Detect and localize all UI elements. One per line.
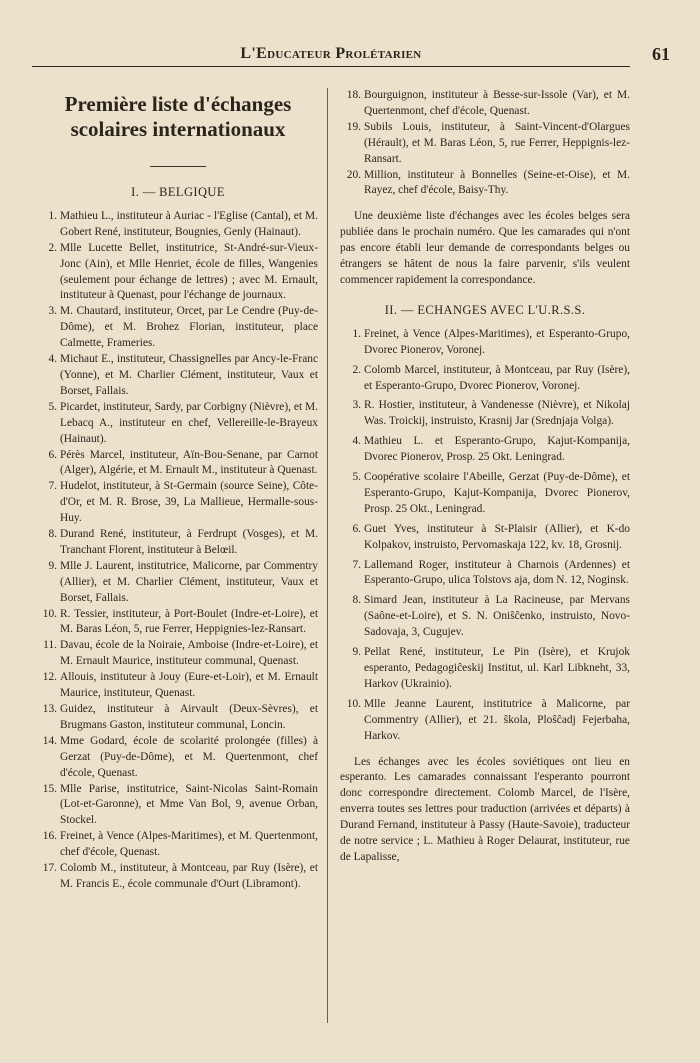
list-item-number: 8.	[352, 594, 361, 607]
list-item	[38, 638, 318, 670]
list-item-text: Pérès Marcel, instituteur, Aïn-Bou-Senane, par Carnot (Alger), Algérie, et M. Ernault M., instituteur à Quenast.	[60, 448, 318, 477]
list-item-text: Mlle Jeanne Laurent, institutrice à Malicorne, par Commentry (Allier), et 21. ŝkola, Ploŝĉadj Fejerbaha, Harkov.	[364, 697, 630, 742]
list-item-number: 1.	[48, 209, 57, 222]
list-item-text: Mme Godard, école de scolarité prolongée (filles) à Gerzat (Puy-de-Dôme), et M. Quertenmont, chef d'école, Quenast.	[60, 734, 318, 779]
list-item-text: Davau, école de la Noiraie, Amboise (Indre-et-Loire), et M. Ernault Maurice, instituteur communal, Quenast.	[60, 639, 318, 668]
list-item-number: 5.	[48, 400, 57, 413]
list-item-number: 15.	[42, 782, 57, 795]
list-item-number: 10.	[346, 697, 361, 710]
list-item-text: Picardet, instituteur, Sardy, par Corbigny (Nièvre), et M. Lebacq A., instituteur en chef, Vellereille-le-Brayeux (Hainaut).	[60, 400, 318, 445]
list-item-number: 19.	[346, 120, 361, 133]
list-item	[340, 522, 630, 554]
list-item	[38, 861, 318, 893]
page-header	[32, 44, 670, 67]
belgique-list-part-1	[38, 209, 318, 893]
list-item-number: 10.	[42, 607, 57, 620]
list-item-number: 9.	[352, 646, 361, 659]
list-item-text: M. Chautard, instituteur, Orcet, par Le Cendre (Puy-de-Dôme), et M. Brohez Florian, instituteur, place Calmette, Frameries.	[60, 305, 318, 350]
list-item-number: 3.	[352, 399, 361, 412]
list-item-number: 7.	[48, 480, 57, 493]
list-item	[340, 120, 630, 168]
list-item-number: 12.	[42, 671, 57, 684]
list-item-text: Subils Louis, instituteur, à Saint-Vincent-d'Olargues (Hérault), et M. Baras Léon, 5, rue Ferrer, Heppignis-lez-Ransart.	[364, 120, 630, 165]
list-item	[340, 470, 630, 518]
list-item	[340, 434, 630, 466]
list-item-text: Coopérative scolaire l'Abeille, Gerzat (Puy-de-Dôme), et Esperanto-Grupo, Kajut-Kompanija, Dvorec Pionerov, Prosp. 25 Okt., Leningrad.	[364, 471, 630, 515]
list-item	[38, 241, 318, 305]
list-item-text: Freinet, à Vence (Alpes-Maritimes), et Esperanto-Grupo, Dvorec Pionerov, Voronej.	[364, 327, 630, 356]
list-item	[38, 304, 318, 352]
list-item-number: 9.	[48, 559, 57, 572]
list-item-text: Mlle Parise, institutrice, Saint-Nicolas Saint-Romain (Lot-et-Garonne), et Mme Van Bol, 9, avenue Orban, Stockel.	[60, 782, 318, 827]
page-number: 61	[652, 44, 670, 64]
list-item-text: Guidez, instituteur à Airvault (Deux-Sèvres), et Brugmans Gaston, instituteur communal, Loncin.	[60, 703, 318, 731]
list-item-number: 2.	[352, 363, 361, 376]
list-item-text: Bourguignon, instituteur à Besse-sur-Issole (Var), et M. Quertenmont, chef d'école, Quenast.	[364, 89, 630, 117]
list-item-number: 5.	[352, 471, 361, 484]
section-heading-belgique: I. — BELGIQUE	[131, 185, 225, 199]
title-rule	[150, 166, 206, 167]
list-item-text: Durand René, instituteur, à Ferdrupt (Vosges), et M. Tranchant Florent, instituteur à Belœil.	[60, 528, 318, 556]
list-item-text: Lallemand Roger, instituteur à Charnois (Ardennes) et Esperanto-Grupo, ulica Tolstovs aja, dom N. 12, Noginsk.	[364, 558, 630, 587]
belgique-closing-note: Une deuxième liste d'échanges avec les écoles belges sera publiée dans le prochain numéro. Que les camarades qui n'ont pas encore établi leur demande de correspondants belges ou étrangers se hâtent de nous la faire parvenir, s'ils veulent commencer rapidement la correspondance.	[340, 210, 630, 286]
list-item-number: 4.	[48, 353, 57, 366]
list-item-number: 14.	[42, 734, 57, 747]
list-item-text: R. Tessier, instituteur, à Port-Boulet (Indre-et-Loire), et M. Baras Léon, 5, rue Ferrer, Heppignies-lez-Ransart.	[60, 607, 318, 636]
list-item	[340, 558, 630, 590]
list-item-number: 3.	[48, 305, 57, 318]
list-item	[38, 734, 318, 782]
list-item-text: Allouis, instituteur à Jouy (Eure-et-Loir), et M. Ernault Maurice, instituteur, Quenast.	[60, 671, 318, 700]
list-item-text: Mlle J. Laurent, institutrice, Malicorne, par Commentry (Allier), et M. Charlier Clément, instituteur, Vaux et Borset, Fallais.	[60, 559, 318, 604]
list-item	[340, 697, 630, 745]
list-item	[340, 88, 630, 120]
list-item-text: Mathieu L., instituteur à Auriac - l'Eglise (Cantal), et M. Gobert René, instituteur, Bougnies, Genly (Hainaut).	[60, 209, 318, 238]
list-item	[38, 352, 318, 400]
list-item	[38, 670, 318, 702]
list-item-text: Million, instituteur à Bonnelles (Seine-et-Oise), et M. Rayez, chef d'école, Baisy-Thy.	[364, 168, 630, 197]
list-item-number: 1.	[352, 327, 361, 340]
list-item-text: Colomb M., instituteur, à Montceau, par Ruy (Isère), et M. Francis E., école communale d'Ourt (Libramont).	[60, 862, 318, 890]
list-item-number: 11.	[43, 639, 57, 652]
list-item	[340, 168, 630, 200]
article-title	[38, 92, 318, 142]
section-heading-urss: II. — ECHANGES AVEC L'U.R.S.S.	[384, 302, 586, 317]
list-item	[38, 400, 318, 448]
column-divider	[327, 88, 328, 1023]
list-item-text: R. Hostier, instituteur, à Vandenesse (Nièvre), et Nikolaj Was. Troickij, instruisto, Krasnij Jar (Srednjaja Volga).	[364, 399, 630, 428]
list-item	[38, 209, 318, 241]
list-item-text: Hudelot, instituteur, à St-Germain (source Seine), Côte-d'Or, et M. R. Brose, 39, La Mallieue, Hermalle-sous-Huy.	[60, 480, 318, 525]
list-item-text: Mathieu L. et Esperanto-Grupo, Kajut-Kompanija, Dvorec Pionerov, Prosp. 25 Okt. Leningrad.	[364, 435, 630, 464]
list-item-number: 7.	[352, 558, 361, 571]
list-item-number: 8.	[48, 528, 57, 541]
list-item-text: Freinet, à Vence (Alpes-Maritimes), et M. Quertenmont, chef d'école, Quenast.	[60, 830, 318, 859]
list-item-text: Mlle Lucette Bellet, institutrice, St-André-sur-Vieux-Jonc (Ain), et Mlle Henriet, école de filles, Wangenies (seulement pour échange de lettres) ; avec M. Ernault, instituteur à Quenast, pour l'échange de journaux.	[60, 241, 318, 302]
list-item	[340, 398, 630, 430]
list-item-number: 6.	[48, 448, 57, 461]
list-item	[340, 363, 630, 395]
urss-list	[340, 327, 630, 745]
list-item-text: Pellat René, instituteur, Le Pin (Isère), et Krujok esperanto, Pedagogiĉeskij Institut, ul. Karl Libkneht, 33, Harkov (Ukrainio).	[364, 646, 630, 690]
list-item	[38, 702, 318, 734]
article-title-line-1: Première liste d'échanges	[64, 92, 292, 116]
list-item-number: 13.	[42, 703, 57, 715]
list-item	[38, 782, 318, 830]
list-item	[38, 829, 318, 861]
list-item	[38, 527, 318, 559]
list-item-text: Colomb Marcel, instituteur, à Montceau, par Ruy (Isère), et Esperanto-Grupo, Dvorec Pionerov, Voronej.	[364, 363, 630, 392]
list-item-number: 6.	[352, 522, 361, 535]
list-item-number: 18.	[346, 89, 361, 101]
belgique-list-part-2	[340, 88, 630, 199]
list-item	[340, 327, 630, 359]
list-item-number: 2.	[48, 241, 57, 254]
list-item-text: Michaut E., instituteur, Chassignelles par Ancy-le-Franc (Yonne), et M. Charlier Clément, instituteur, Vaux et Borset, Fallais.	[60, 353, 318, 397]
list-item-number: 16.	[42, 830, 57, 843]
list-item	[38, 448, 318, 480]
list-item	[38, 607, 318, 639]
urss-closing-note: Les échanges avec les écoles soviétiques ont lieu en esperanto. Les camarades connaissant l'esperanto pourront donc correspondre directement. Colomb Marcel, de l'Isère, enverra toutes ses lettres pour traduction (arrivées et départs) à Durand Fernand, instituteur à Passy (Haute-Savoie), traducteur de notre service ; L. Mathieu à Roger Delaurat, instituteur, rue de Lapalisse,	[340, 755, 630, 863]
right-column	[340, 88, 630, 876]
list-item	[38, 559, 318, 607]
list-item	[340, 645, 630, 693]
list-item	[38, 479, 318, 527]
list-item-text: Guet Yves, instituteur à St-Plaisir (Allier), et K-do Kolpakov, instruisto, Pervomaskaja 122, kv. 18, Grosnij.	[364, 522, 630, 551]
list-item-number: 4.	[352, 435, 361, 448]
article-title-line-2: scolaires internationaux	[70, 117, 286, 141]
list-item-number: 17.	[42, 862, 57, 875]
list-item	[340, 593, 630, 641]
list-item-text: Simard Jean, instituteur à La Racineuse, par Mervans (Saône-et-Loire), et S. N. Oniŝĉenko, instruisto, Novo-Sadovaja, 3, Cugujev.	[364, 594, 630, 639]
list-item-number: 20.	[346, 168, 361, 181]
running-title: L'Educateur Prolétarien	[240, 45, 422, 62]
left-column	[38, 88, 318, 893]
